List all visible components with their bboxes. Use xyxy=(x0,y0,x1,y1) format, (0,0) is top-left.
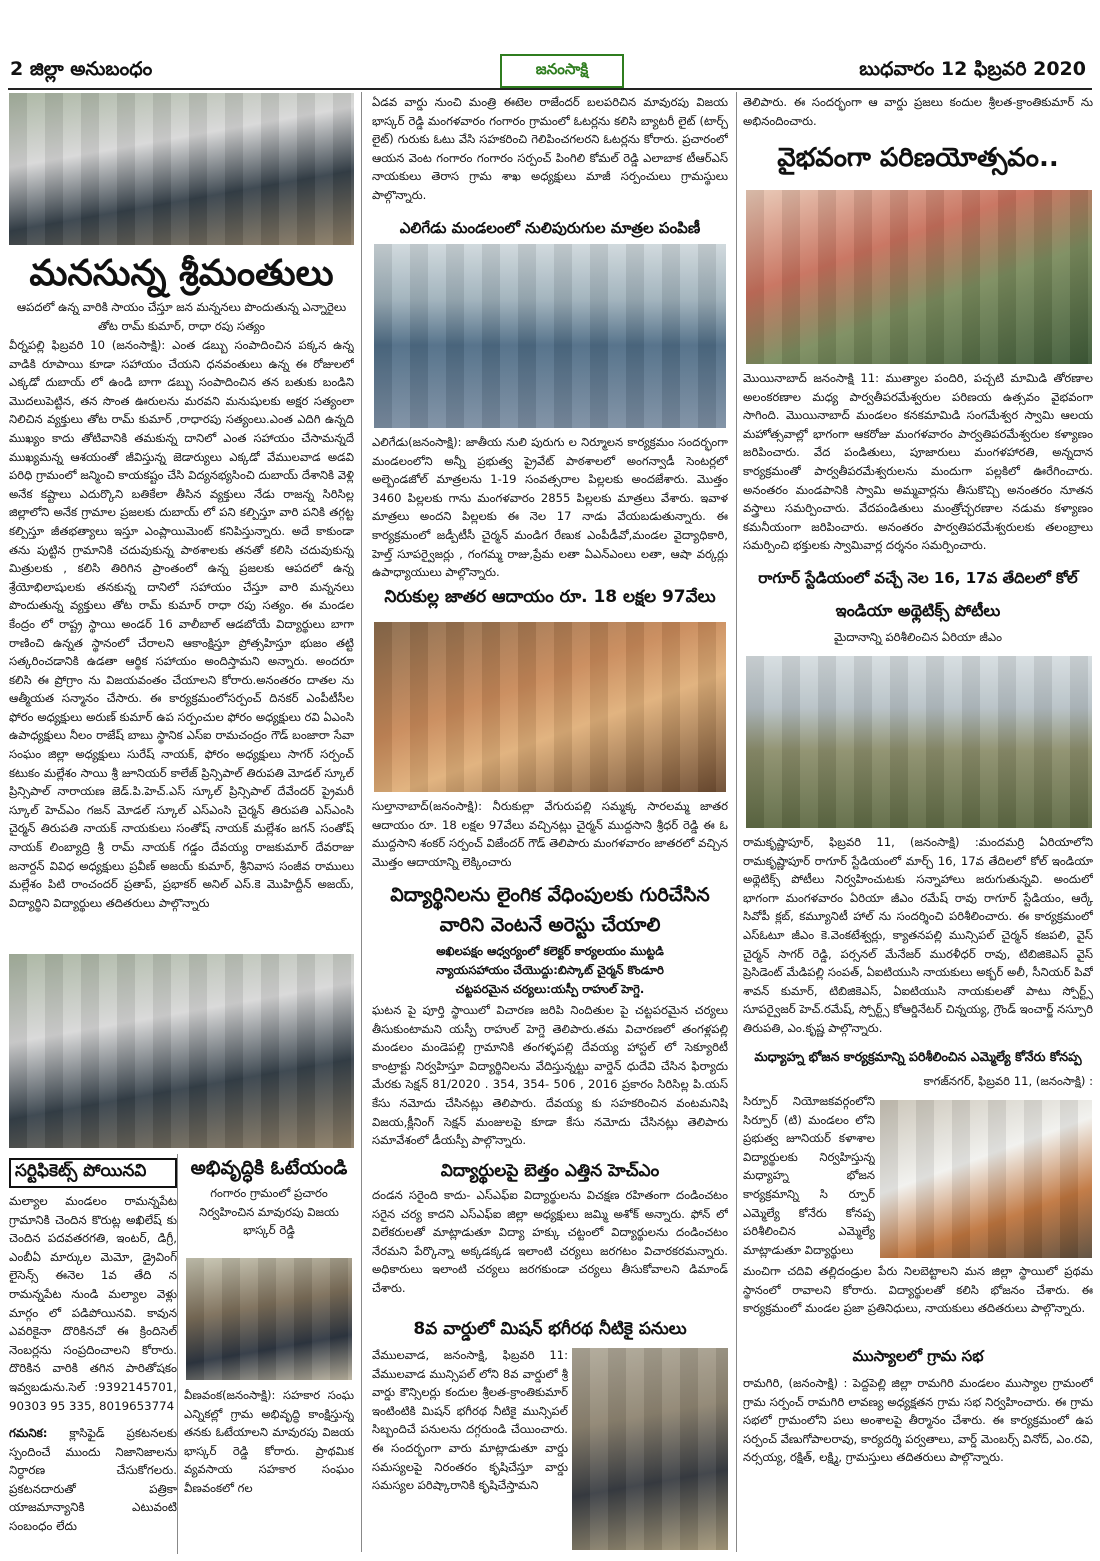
meal-dateline: కాగజ్‌నగర్, ఫిబ్రవరి 11, (జనంసాక్షి) : xyxy=(923,1074,1093,1088)
article-body-donors: వీర్నపల్లి ఫిబ్రవరి 10 (జనంసాక్షి): ఎంత డబ్బు సంపాదించిన పక్కన ఉన్న వాడికి రూపాయి కూడా సహాయం చేయని ధనవంతులు ఉన్న ఈ రోజులలో ఎక్కడో దుబాయ్ లో ఉండి బాగా డబ్బు సంపాదించిన తన బతుకు బండిని మొదలుపెట్టిన, తన సొంత ఊరులను మరవని మనుషులకు అక్షర సత్యంలా నిలిచిన వ్యక్తులు తోట రామ్ కుమార్ ,రాధారపు సత్యంలు.ఎంత ఎదిగి ఉన్నది ముఖ్యం కాదు తోటివానికి తమకున్న దానిలో ఎంత సహాయం చేసామన్నదే ముఖ్యమన్న ఆశయంతో జీవిస్తున్న జెడార్యులు ఎక్కడో వేములవాడ అడవి పరిధి గ్రామంలో జన్మించి కాయకష్టం చేసి విద్యనభ్యసించి దుబాయ్ దేశానికి వెళ్లి అనేక కష్టాలు ఎదుర్కొని బతికేలా తీసిన వ్యక్తులు నేడు రాజన్న సిరిసిల్ల జిల్లాలోని అనేక గ్రామాల ప్రజలకు దుబాయ్ లో పని కల్పిస్తూ వారి పనికి తగ్గట్ట కల్పిస్తూ జీతభత్యాలు ఇస్తూ ఎంప్లాయిమెంట్ కనిపిస్తున్నారు. అదే కాకుండా తను పుట్టిన గ్రామానికి చదువుకున్న పాఠశాలకు తనతో కలిసి చదువుకున్న మిత్రులకు , కలిసి తిరిగిన ప్రాంతంలో ఉన్న ప్రజలకు ఆపదలో ఉన్న శ్రేయోభిలాషులకు తనకున్న దానిలో సహాయం చేస్తూ వారి మన్ననలు పొందుతున్న వ్యక్తులు తోట రామ్ కుమార్ రాధా రపు సత్యం. ఈ మండల కేంద్రం లో రాష్ట్ర స్థాయి అండర్ 16 వాలీబాల్ ఆడబోయే విద్యార్థులు బాగా రాణించి ఉన్నత స్థానంలో చేరాలని ఆకాంక్షిస్తూ ప్రోత్సహిస్తూ భుజం తట్టి సత్కరించడానికి ఉడతా ఆర్థిక సహాయం అందిస్తామని అన్నారు. అందరూ కలిసి ఈ ప్రోగ్రాం ను విజయవంతం చేయాలని కోరారు.అనంతరం దాతల ను ఆత్మీయత సన్మానం చేసారు. ఈ కార్యక్రమంలోసర్పంచ్ దినకర్ ఎంపీటీసీల ఫోరం అధ్యక్షులు అరుణ్ కుమార్ ఉప సర్పంచుల ఫోరం అధ్యక్షులు రవి ఏఎంసి ఉపాధ్యక్షులు నీలం రాజేష్ బాబు స్థానిక ఎస్ఐ రామచంద్రం గౌడ్ బంజారా సేవా సంఘం జిల్లా అధ్యక్షులు సురేష్ నాయక్, ఫోరం అధ్యక్షులు సాగర్ సర్పంచ్ కటుకం మల్లేశం సాయి శ్రీ జూనియర్ కాలేజ్ ప్రిన్సిపాల్ తిరుపతి మోడల్ స్కూల్ ప్రిన్సిపాల్ నారాయణ జెడ్.పి.హెచ్.ఎస్ స్కూల్ ప్రిన్సిపాల్ దేవేందర్ ప్రైమరీ స్కూల్ హెచ్ఎం గజన్ మోడల్ స్కూల్ ఎస్ఎంసి చైర్మన్ తిరుపతి ఎస్ఎంసి చైర్మన్ తిరుపతి నాయక్ నాయకులు సంతోష్ నాయక్ మల్లేశం జగన్ సంతోష్ నాయక్ లింబ్యాద్రి శ్రీ రామ్ నాయక్ గడ్డం దేవయ్య రాజకుమార్ దేవరాజు జనార్దన్ వివిధ అధ్యక్షులు ప్రవీణ్ అజయ్ కుమార్, శ్రీనివాస సంజీవ రాములు మల్లేశం పిటి రాంచందర్ ప్రతాప్, ప్రభాకర్ అనిల్ ఎస్.కె మొహిద్దీన్ అజయ్, విద్యార్థిని విద్యార్థులు తదితరులు పాల్గొన్నారు xyxy=(9,338,354,910)
headline-arrest-demand: విద్యార్థినిలను లైంగిక వేధింపులకు గురిచేసిన వారిని వెంటనే అరెస్టు చేయాలి xyxy=(390,884,710,936)
hm-body: దండన సరైంది కాదు- ఎస్ఎఫ్ఐ విద్యార్థులను విచక్షణ రహితంగా దండించటం సరైన చర్య కాదని ఎస్ఎఫ్ఐ జిల్లా అధ్యక్షులు జమ్మి అశోక్ అన్నారు. ఫోన్ లో విలేకరులతో మాట్లాడుతూ విద్యా హక్కు చట్టంలో విద్యార్థులను దండించటం నేరమని పేర్కొన్నా అక్కడక్కడ ఇలాంటి చర్యలు జరగటం విచారకరమన్నారు. అధికారులు ఇలాంటి చర్యలు జరగకుండా చర్యలు తీసుకోవాలని డిమాండ్ చేశారు. xyxy=(372,1188,728,1295)
ward-body: వేములవాడ, జనంసాక్షి, ఫిబ్రవరి 11: వేములవాడ మున్సిపల్ లోని 8వ వార్డులో శ్రీ వార్డు కౌన్సిలర్లు కందుల శ్రీలత-క్రాంతికుమార్ ఇంటింటికి మిషన్ భగీరథ నీటికై మున్సిపల్ సిబ్బందిచే పనులను దగ్గరుండి చేయించారు. ఈ సందర్భంగా వారు మాట్లాడుతూ వార్డు సమస్యలపై నిరంతరం కృషిచేస్తూ వార్డు సమస్యల పరిష్కారానికి కృషిచేస్తామని xyxy=(372,1348,568,1493)
column-divider xyxy=(736,92,737,1552)
headline-ward-works: 8వ వార్డులో మిషన్ భగీరథ నీటికై పనులు xyxy=(413,1319,687,1339)
classifieds-body: మల్యాల మండలం రామన్నపేట గ్రామానికి చెందిన కొరుట్ల అఖిలేష్ కు చెందిన పదవతరగతి, ఇంటర్, డిగ్రీ, ఎంబీఏ మార్కుల మెమో, డ్రైవింగ్ లైసెన్స్ ఈనెల 1వ తేది న రామన్నపేట నుండి మల్యాల వెళ్లు మార్గం లో పడిపోయినవి. కావున ఎవరికైనా దొరికినచో ఈ క్రిందిసెల్ నెంబర్లను సంప్రదించాలని కోరారు. దొరికిన వారికి తగిన పారితోషకం ఇవ్వబడును.సెల్ :9392145701, 90303 95 335, 8019653774 xyxy=(9,1194,177,1413)
photo-school-students xyxy=(374,244,726,428)
headline-athletics-meet-line2: ఇండియా అథ్లెటిక్స్ పోటీలు xyxy=(835,601,1001,620)
headline-gram-sabha: ముస్యాలలో గ్రామ సభ xyxy=(852,1347,984,1365)
stadium-subhead: మైదానాన్ని పరిశీలించిన ఏరియా జీఎం xyxy=(834,630,1002,644)
classifieds-disclaimer xyxy=(9,1424,177,1544)
stadium-body: రామకృష్ణాపూర్, ఫిబ్రవరి 11, (జనంసాక్షి) :మందమర్రి ఏరియాలోని రామకృష్ణాపూర్ రాగూర్ స్టేడియంలో మార్చ్ 16, 17వ తేదిలలో కోల్ ఇండియా అథ్లెటిక్స్ పోటీలు నిర్వహించుటకు సన్నాహాలు జరుగుతున్నవి. అందులో భాగంగా మంగళవారం ఏరియా జీఎం రమేష్ రావు రాగూర్ స్టేడియం, ఆర్కే సివోపీ క్లబ్, కమ్యూనిటీ హాల్ ను సందర్శించి పరిశీలించారు. ఈ కార్యక్రమంలో ఎస్ఓటూ జీఎం కె.వెంకటేశ్వర్లు, క్యాతనపల్లి మున్సిపల్ చైర్మన్ కజపలి, వైస్ చైర్మన్ సాగర్ రెడ్డి, పర్సనల్ మేనేజర్ మురళీధర్ రావు, టిబిజికెఎస్ వైస్ ప్రెసిడెంట్ మేడిపల్లి సంపత్, ఏఐటియుసి నాయకులు అక్బర్ అలీ, సీనియర్ పివో శావన్ కుమార్, టిబిజికెఎస్, ఏఐటియుసి నాయకులతో పాటు స్పోర్ట్స్ సూపర్వైజర్ హెచ్.రమేష్, స్పోర్ట్స్ కోఆర్డినేటర్ చిన్నయ్య, గ్రౌండ్ ఇంచార్జ్ నస్పూరి తిరుపతి, ఎం.కృష్ణ పాల్గొన్నారు. xyxy=(743,835,1093,1035)
photo-donors-greeting xyxy=(9,93,354,245)
header-rule xyxy=(8,88,1092,90)
subhead-no-legal-aid: న్యాయసహాయం చేయొద్దు:బిస్కాట్ చైర్మన్ కొండూరి xyxy=(436,963,664,977)
ward-continued-body: తెలిపారు. ఈ సందర్భంగా ఆ వార్డు ప్రజలు కందుల శ్రీలత-క్రాంతికుమార్ ను అభినందించారు. xyxy=(743,95,1093,128)
photo-hundi-counting xyxy=(374,622,726,792)
meal-body-narrow: సిర్పూర్ నియోజకవర్గంలోని సిర్పూర్ (టి) మండలం లోని ప్రభుత్వ జూనియర్ కళాశాల విద్యార్థులకు నిర్వహిస్తున్న మధ్యాహ్న భోజన కార్యక్రమాన్ని సి ర్పూర్ ఎమ్మెల్యే కోనేరు కోనప్ప పరిశీలించిన ఎమ్మెల్యే మాట్లాడుతూ విద్యార్థులు xyxy=(743,1094,875,1257)
headline-generous-people: మనసున్న శ్రీమంతులు xyxy=(29,253,334,294)
headline-vote-development: అభివృద్ధికి ఓటేయండి xyxy=(190,1157,348,1179)
develop-subhead: గంగారం గ్రామంలో ప్రచారం నిర్వహించిన మావురపు విజయ భాస్కర్ రెడ్డి xyxy=(199,1186,339,1238)
subhead-collectorate-siege: అఖిలపక్షం ఆధ్వర్యంలో కలెక్టర్ కార్యలయం ముట్టడి xyxy=(436,944,664,958)
photo-stadium-inspection xyxy=(746,656,1092,828)
classifieds-box xyxy=(9,1154,178,1554)
disclaimer-text: క్లాసిఫైడ్ ప్రకటనలకు స్పందించే ముందు నిజానిజాలను నిర్ధారణ చేసుకోగలరు. ప్రకటనదారుతో పత్రికా యాజమాన్యానికి ఎటువంటి సంబంధం లేదు xyxy=(9,1426,177,1533)
headline-midday-meal: మధ్యాహ్న భోజన కార్యక్రమాన్ని పరిశీలించిన ఎమ్మెల్యే కోనేరు కోనప్ప xyxy=(754,1049,1082,1064)
develop-body: వీణవంక(జనంసాక్షి): సహకార సంఘ ఎన్నికల్లో గ్రామ అభివృద్ధి కాంక్షిస్తున్న తనకు ఓటేయాలని మావురపు విజయ భాస్కర్ రెడ్డి కోరారు. ప్రాథమిక వ్యవసాయ సహకార సంఘం వీణవంకలో గల xyxy=(184,1388,354,1495)
newspaper-logo: జనంసాక్షి xyxy=(500,54,624,88)
headline-athletics-meet: రాగూర్ స్టేడియంలో వచ్చే నెల 16, 17వ తేదిలలో కోల్ xyxy=(758,569,1078,587)
photo-temple-wedding xyxy=(746,190,1092,364)
deworming-body: ఎలిగేడు(జనంసాక్షి): జాతీయ నులి పురుగు ల నిర్మూలన కార్యక్రమం సందర్భంగా మండలంలోని అన్నీ ప్రభుత్వ ప్రైవేట్ పాఠశాలలో అంగన్వాడీ సెంటర్లలో అల్బెండజోల్ మాత్రలను 1-19 సంవత్సరాల పిల్లలకు అందజేశారు. మొత్తం 3460 పిల్లలకు గాను మంగళవారం 2855 పిల్లలకు మాత్రలు వేశారు. ఇవాళ మాత్రలు అందని పిల్లలకు ఈ నెల 17 నాడు వేయబడుతున్నారు. ఈ కార్యక్రమంలో జడ్పీటీసీ చైర్మన్ మండిగ రేణుక ఎంపీడీవో,మండల వైద్యాధికారి, హెల్త్ సూపర్వైజర్లు , గంగమ్మ రాజు,ప్రేమ లతా ఏఎన్ఎంలు లతా, ఆషా వర్కర్లు ఉపాధ్యాయులు పాల్గొన్నారు. xyxy=(372,435,728,580)
disclaimer-label: గమనిక: xyxy=(9,1426,48,1440)
headline-wedding-festival: వైభవంగా పరిణయోత్సవం.. xyxy=(777,143,1059,173)
headline-hm-cane: విద్యార్థులపై బెత్తం ఎత్తిన హెచ్ఎం xyxy=(440,1161,660,1181)
page-section-label: 2 జిల్లా అనుబంధం xyxy=(10,58,153,80)
photo-mla-lunch xyxy=(880,1100,1092,1258)
photo-campaign xyxy=(186,1258,352,1380)
column-divider xyxy=(361,92,362,1552)
subhead-legal-action: చట్టపరమైన చర్యలు:యస్పీ రాహుల్ హెగ్డె. xyxy=(455,982,645,996)
headline-deworming: ఎలిగేడు మండలంలో నులిపురుగుల మాత్రల పంపిణీ xyxy=(399,219,701,237)
campaign-continued-body: ఏడవ వార్డు నుంచి మంత్రి ఈటెల రాజేందర్ బలపరిచిన మావురపు విజయ భాస్కర్ రెడ్డి మంగళవారం గంగారం గ్రామంలో ఓటర్లను కలిసి బ్యాటరీ లైట్ (టార్చ్ లైట్) గురుకు ఓటు వేసి సహకరించి గెలిపించగలరని ఓటర్లను కోరారు. ప్రచారంలో ఆయన వెంట గంగారం గంగారం సర్పంచ్ పింగిలి కోమల్ రెడ్డి ఎలాబాక టీఆర్ఎస్ నాయకులు తెరాస గ్రామ శాఖ అధ్యక్షులు మాజీ సర్పంచులు గ్రామస్థులు పాల్గొన్నారు. xyxy=(372,95,728,202)
harassment-body: ఘటన పై పూర్తి స్థాయిలో విచారణ జరిపి నిందితుల పై చట్టపరమైన చర్యలు తీసుకుంటామని యస్పీ రాహుల్ హెగ్డె తెలిపారు.తమ విచారణలో తంగళ్లపల్లి మండలం మండెపల్లి గ్రామానికి తంగళ్ళపల్లి దేవయ్య హాస్టల్ లో సెక్యూరిటీ కాంట్రాక్టు నిర్వహిస్తూ విద్యార్థినిలను వేదిస్తున్నట్టు వార్డెన్ ధుదేవి చేసిన ఫిర్యాదు మేరకు సెక్షన్ 81/2020 . 354, 354- 506 , 2016 ప్రకారం సిరిసిల్ల పి.యస్ కేసు నమోదు చేసినట్లు తెలిపారు. దేవయ్య కు సహకరించిన వంటమనిషి విజయ,క్లీనింగ్ సెక్షన్ మంజులపై కూడా కేసు నమోదు చేసినట్లు తెలిపారు సమావేశంలో డీయస్పీ పాల్గొన్నారు. xyxy=(372,1003,728,1148)
wedding-body: మొయినాబాద్ జనంసాక్షి 11: ముత్యాల పందిరి, పచ్చటి మామిడి తోరణాల అలంకరణాల మధ్య పార్వతీపరమేశ్వరుల పరిణయ ఉత్సవం వైభవంగా సాగింది. మొయినాబాద్ మండలం కనకమామిడి సంగమేశ్వర స్వామి ఆలయ మహోత్సవాల్లో భాగంగా ఆకరోజు మంగళవారం పార్వతిపరమేశ్వరుల కళ్యాణం జరిపించారు. వేద పండితులు, పూజారులు మంగళహారతి, అన్నదాన కార్యక్రమంతో పార్వతీపరమేశ్వరులను మందుగా పల్లకిలో ఊరేగించారు. అనంతరం మండపానికి స్వామి అమ్మవార్లను తీసుకొచ్చి అనంతరం నూతన వస్త్రాలు సమర్పించారు. వేదపండితులు మంత్రోచ్ఛరణాల నడుమ కళ్యాణం కమనీయంగా జరిపించారు. అనంతరం పార్వతిపరమేశ్వరులకు తలంబ్రాలు సమర్పించి భక్తులకు స్వామివార్ల దర్శనం సమర్పించారు. xyxy=(743,371,1093,553)
headline-jatara-income: నిరుకుల్ల జాతర ఆదాయం రూ. 18 లక్షల 97వేలు xyxy=(384,587,716,607)
photo-felicitation xyxy=(9,954,354,1148)
article-subheadline: ఆపదలో ఉన్న వారికి సాయం చేస్తూ జన మన్ననలు పొందుతున్న ఎన్నారైలు తోట రామ్ కుమార్, రాధా రపు సత్యం xyxy=(16,300,347,333)
classifieds-heading: సర్టిఫికెట్స్ పోయినవి xyxy=(9,1158,177,1188)
jatara-body: సుల్తానాబాద్(జనంసాక్షి): నీరుకుల్లా వేగురుపల్లి సమ్మక్క సారలమ్మ జాతర ఆదాయం రూ. 18 లక్షల 97వేలు వచ్చినట్లు చైర్మన్ ముద్దసాని శ్రీధర్ రెడ్డి ఈ ఓ ముద్దసాని శంకర్ సర్పంచ్ విజేందర్ గౌడ్ తెలిపారు మంగళవారం జాతరలో వచ్చిన మొత్తం ఆదాయాన్ని లెక్కించారు xyxy=(372,799,728,869)
photo-pipeline-work xyxy=(572,1348,728,1550)
issue-date: బుధవారం 12 ఫిబ్రవరి 2020 xyxy=(859,58,1086,80)
meal-body-wide: మంచిగా చదివి తల్లిదండ్రుల పేరు నిలబెట్టాలని మన జిల్లా స్థాయిలో ప్రథమ స్థానంలో రావాలని కోరారు. విద్యార్థులతో కలిసి భోజనం చేశారు. ఈ కార్యక్రమంలో మండల ప్రజా ప్రతినిధులు, నాయకులు తదితరులు పాల్గొన్నారు. xyxy=(743,1264,1093,1316)
gram-sabha-body: రామగిరి, (జనంసాక్షి) : పెద్దపెల్లి జిల్లా రామగిరి మండలం ముస్యాల గ్రామంలో గ్రామ సర్పంచ్ రామగిరి లావణ్య అధ్యక్షతన గ్రామ సభ నిర్వహించారు. ఈ గ్రామ సభలో గ్రామంలోని పలు అంశాలపై తీర్మానం చేశారు. ఈ కార్యక్రమంలో ఉప సర్పంచ్ వేణుగోపాలరావు, కార్యదర్శి పర్వతాలు, వార్డ్ మెంబర్స్ వినోద్, ఎం.రవి, నర్సయ్య, రక్షిత్, లక్ష్మి, గ్రామస్తులు తదితరులు పాల్గొన్నారు. xyxy=(743,1376,1093,1465)
